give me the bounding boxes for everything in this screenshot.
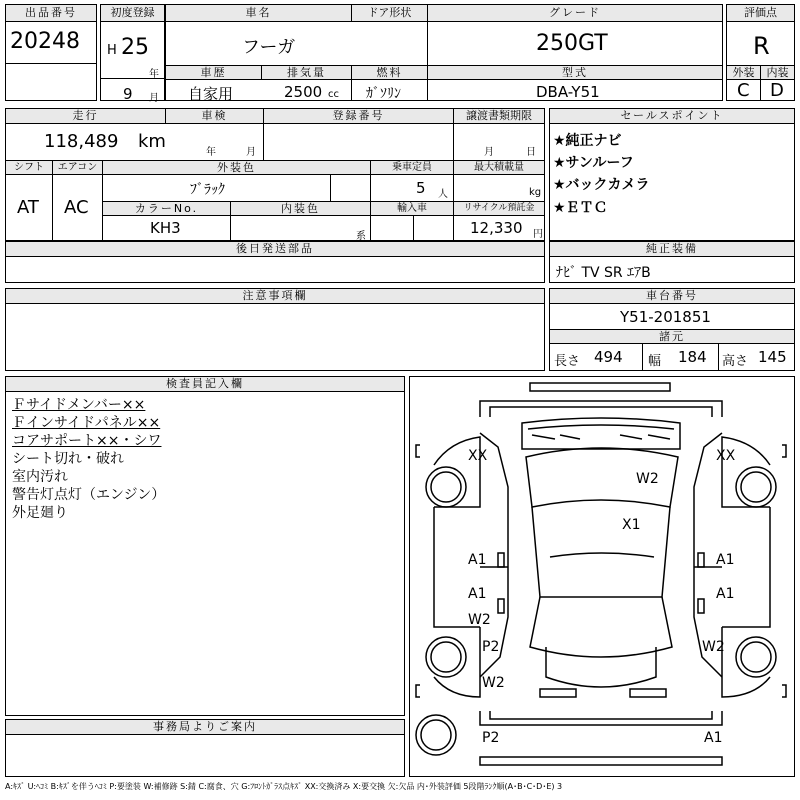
score-value: R [753, 32, 770, 60]
dimensions-label: 諸元 [550, 329, 794, 344]
chassis-box: 車台番号 Y51-201851 諸元 長さ 494 幅 184 高さ 145 [549, 288, 795, 371]
lot-number-label: 出品番号 [6, 5, 96, 22]
sales-point-item: ★純正ナビ [553, 133, 622, 149]
history-value: 自家用 [188, 85, 234, 103]
office-label: 事務局よりご案内 [6, 720, 404, 735]
damage-mark: W2 [636, 471, 659, 487]
grade-value: 250GT [536, 31, 608, 56]
capacity-label: 乗車定員 [371, 160, 454, 175]
era-label: H [107, 43, 117, 58]
notes-label: 注意事項欄 [6, 289, 544, 304]
aircon-value: AC [64, 197, 89, 218]
car-name-label: 車名 [166, 5, 352, 22]
score-label: 評価点 [727, 5, 794, 22]
width-value: 184 [678, 348, 707, 366]
lot-number-box [5, 4, 97, 101]
car-diagram-box [409, 376, 795, 777]
mileage-value: 118,489 [44, 131, 119, 152]
first-registration-box: 初度登録 H 25 年 9 月 [100, 4, 165, 101]
first-reg-year: 25 [121, 35, 149, 60]
fuel-label: 燃料 [352, 65, 428, 80]
damage-mark: W2 [702, 639, 725, 655]
damage-mark: A1 [716, 552, 735, 568]
car-damage-diagram [410, 377, 794, 776]
genuine-equipment-value: ﾅﾋﾞ TV SR ｴｱB [556, 265, 651, 281]
first-registration-label: 初度登録 [101, 5, 164, 22]
inspector-line: Ｆサイドメンバー×× [12, 397, 146, 413]
import-label: 輸入車 [371, 201, 454, 216]
lot-number-value: 20248 [10, 29, 80, 54]
color-no-label: カラーNo. [103, 201, 231, 216]
sales-point-item: ★サンルーフ [553, 155, 634, 171]
reg-no-label: 登録番号 [264, 109, 454, 124]
ext-color-label: 外装色 [103, 160, 371, 175]
fuel-value: ｶﾞｿﾘﾝ [366, 86, 401, 102]
recycle-value: 12,330 [470, 219, 523, 237]
damage-mark: X1 [622, 517, 641, 533]
inspector-line: 外足廻り [12, 505, 68, 521]
genuine-equipment-box [549, 241, 795, 283]
inspector-line: コアサポート××・シワ [12, 433, 162, 449]
history-label: 車歴 [166, 65, 262, 80]
inspector-line: Ｆインサイドパネル×× [12, 415, 161, 431]
aircon-label: エアコン [53, 160, 103, 175]
inspector-line: シート切れ・破れ [12, 451, 124, 467]
shift-value: AT [17, 197, 39, 218]
chassis-value: Y51-201851 [620, 308, 711, 326]
ext-grade-label: 外装 [727, 65, 761, 80]
damage-mark: A1 [704, 730, 723, 746]
damage-mark: XX [716, 448, 736, 464]
damage-mark: A1 [468, 552, 487, 568]
inspection-label: 車検 [166, 109, 264, 124]
vehicle-detail-box: 走行 車検 登録番号 譲渡書類期限 118,489 km 年 月 月 日 シフト エアコン 外装色 乗車定員 最大積載量 AT AC ﾌﾞﾗｯｸ 5 人 kg カラーNo. 内装色 輸入車 リサイクル預託金 KH3 系 12,330 円 [5, 108, 545, 241]
damage-mark: W2 [468, 612, 491, 628]
chassis-label: 車台番号 [550, 289, 794, 304]
score-box [726, 4, 795, 101]
car-name-value: フーガ [242, 37, 296, 58]
shift-label: シフト [6, 160, 53, 175]
displacement-value: 2500 [284, 83, 323, 101]
damage-mark: W2 [482, 675, 505, 691]
capacity-value: 5 [416, 179, 426, 197]
model-code-value: DBA-Y51 [536, 83, 600, 101]
damage-mark: A1 [716, 586, 735, 602]
model-code-label: 型式 [428, 65, 722, 80]
ext-color-value: ﾌﾞﾗｯｸ [190, 182, 225, 198]
int-color-label: 内装色 [231, 201, 371, 216]
later-parts-box [5, 241, 545, 283]
inspector-line: 室内汚れ [12, 469, 68, 485]
sales-points-label: セールスポイント [550, 109, 794, 124]
damage-mark: A1 [468, 586, 487, 602]
displacement-label: 排気量 [262, 65, 352, 80]
damage-mark: XX [468, 448, 488, 464]
notes-box [5, 288, 545, 371]
door-label: ドア形状 [352, 5, 428, 22]
damage-mark: P2 [482, 639, 500, 655]
sales-points-box [549, 108, 795, 241]
first-reg-month: 9 [123, 85, 133, 103]
recycle-label: リサイクル預託金 [454, 201, 544, 216]
length-value: 494 [594, 348, 623, 366]
sales-point-item: ★ＥＴＣ [553, 200, 608, 216]
height-value: 145 [758, 348, 787, 366]
genuine-equipment-label: 純正装備 [550, 242, 794, 257]
grade-label: グレード [428, 5, 722, 22]
mileage-label: 走行 [6, 109, 166, 124]
damage-mark: P2 [482, 730, 500, 746]
later-parts-label: 後日発送部品 [6, 242, 544, 257]
inspector-label: 検査員記入欄 [6, 377, 404, 392]
int-grade-label: 内装 [761, 65, 794, 80]
inspector-line: 警告灯点灯（エンジン） [12, 487, 166, 503]
sales-point-item: ★バックカメラ [553, 177, 650, 193]
inspector-box [5, 376, 405, 716]
office-box [5, 719, 405, 777]
ext-grade-value: C [737, 80, 750, 101]
max-load-label: 最大積載量 [454, 160, 544, 175]
legend-text: A:ｷｽﾞ U:ﾍｺﾐ B:ｷｽﾞを伴うﾍｺﾐ P:要塗装 W:補修跡 S:錆 C:腐食、穴 G:ﾌﾛﾝﾄｶﾞﾗｽ点ｷｽﾞ XX:交換済み X:要交換 欠:欠品 内･外装評価 5段階ﾗﾝｸ順(A･B･C･D･E) 3 [5, 782, 563, 791]
color-no-value: KH3 [150, 219, 181, 237]
int-grade-value: D [770, 80, 784, 101]
transfer-docs-label: 譲渡書類期限 [454, 109, 544, 124]
